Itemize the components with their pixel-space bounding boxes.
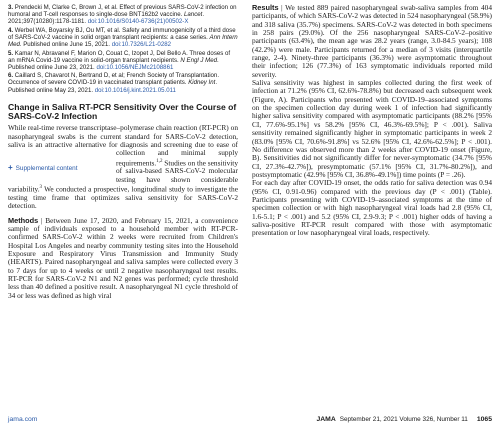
results-paragraph-2: Saliva sensitivity was highest in samples collected during the first week of infection at 71.2% (95% CI, 62.6%-78.8%) but decreased each subsequent week (Figure, A). Participants who presented with COVID-19–associated symptoms on the specimen collection day during week 1 of infection had significantly higher saliva sensitivity compared with asymptomatic participants (88.2% [95% CI, 77.6%-95.1%] vs 58.2% [95% CI, 46.3%-69.5%]; P < .001). Saliva sensitivity remained significantly higher in symptomatic participants in week 2 (83.0% [95% CI, 70.6%-91.8%] vs 52.6% [95% CI, 42.6%-62.5%]; P < .001). No difference was observed more than 2 weeks after COVID-19 onset (Figure, B). Sensitivities did not significantly differ for never-symptomatic (34.7% [95% CI, 27.3%-42.7%]), presymptomatic (57.1% [95% CI, 31.7%-80.2%]), and postsymptomatic (42.9% [95% CI, 36.8%-49.1%]) time points (P = .26).	[252, 78, 492, 179]
intro-text-a2: collection and minimal supply requirements.	[116, 148, 238, 168]
footer-url-link[interactable]: jama.com	[8, 416, 38, 423]
reference-details: . 2021;397(10280):1178-1181.	[8, 11, 205, 26]
plus-icon: +	[8, 163, 13, 173]
methods-text: | Between June 17, 2020, and February 15, 2021, a convenience sample of individuals exposed to a household member with RT-PCR-confirmed SARS-CoV-2 within 2 weeks were recruited from Children's Hospital Los Angeles and nearby community testing sites into the Household Exposure and Respiratory Virus Transmission and Immunity Study (HEARTS). Paired nasopharyngeal and saliva samples were collected every 3 to 7 days for up to 4 weeks or until 2 negative nasopharyngeal test results. RT-PCR for SARS-CoV-2 N1 and N2 genes was performed; cycle threshold less than 40 defined a positive result. A nasopharyngeal N1 cycle threshold of 34 or less was defined as high viral	[8, 215, 238, 300]
intro-text-c: We conducted a prospective, longitudinal study to investigate the testing time frame that optimizes saliva sensitivity for SARS-CoV-2 detection.	[8, 184, 238, 211]
reference-text: Prendecki M, Clarke C, Brown J, et al. Effect of previous SARS-CoV-2 infection on humoral and T-cell responses to single-dose BNT162b2 vaccine.	[8, 4, 237, 19]
reference-number: 5.	[8, 49, 15, 57]
footer-issue: September 21, 2021 Volume 326, Number 11	[339, 416, 468, 423]
reference-item	[8, 72, 238, 93]
citation-superscript: 1,2	[156, 158, 163, 164]
supplemental-content-link[interactable]	[8, 164, 78, 173]
intro-paragraph	[8, 124, 238, 210]
citation-superscript: 3	[39, 185, 43, 191]
reference-item	[8, 50, 238, 71]
methods-label: Methods	[8, 215, 39, 225]
footer-journal: JAMA	[316, 416, 336, 423]
results-label: Results	[252, 3, 279, 12]
intro-text-b: Studies on the sensitivity of saliva-based SARS-CoV-2 molecular testing have shown considerable variability.	[8, 158, 238, 194]
reference-journal: Kidney Int	[188, 79, 216, 87]
page-footer	[8, 416, 492, 423]
reference-number: 6.	[8, 72, 15, 80]
reference-list	[8, 4, 238, 94]
page-number: 1065	[476, 416, 492, 423]
reference-item	[8, 4, 238, 25]
supplemental-label: Supplemental content	[15, 165, 78, 173]
reference-text: Kamar N, Abravanel F, Marion O, Couat C, Izopet J, Del Bello A. Three doses of an mRNA Covid-19 vaccine in solid-organ transplant recipients.	[8, 49, 231, 64]
supplemental-box	[8, 150, 108, 178]
methods-paragraph	[8, 217, 238, 300]
results-text-1: | We tested 889 paired nasopharyngeal swab-saliva samples from 404 participants, of which SARS-CoV-2 was detected in 524 nasopharyngeal (58.9%) and 318 saliva (35.7%) specimens. SARS-CoV-2 was detected in both specimens in 258 pairs (29.0%). Of the 256 nasopharyngeal SARS-CoV-2–positive participants (63.4%), the mean age was 28.2 years (range, 3.0-84.5 years); 108 (42.2%) were male. Participants returned for a median of 3 visits (interquartile range, 2-4). Ninety-three participants (36.3%) were asymptomatic throughout their infection; 126 (77.3%) of 163 symptomatic individuals reported mild severity.	[252, 3, 492, 79]
reference-journal: Ann Intern Med	[8, 33, 238, 48]
reference-doi-link[interactable]: doi:10.1056/NEJMc2108861	[96, 63, 174, 71]
reference-doi-link[interactable]: doi:10.1016/S0140-6736(21)00502-X	[87, 18, 189, 26]
results-paragraph-1	[252, 4, 492, 79]
reference-number: 4.	[8, 26, 15, 34]
reference-text: Werbel WA, Boyarsky BJ, Ou MT, et al. Safety and immunogenicity of a third dose of SARS-CoV-2 vaccine in solid organ transplant recipients: a case series.	[8, 26, 236, 41]
reference-doi-link[interactable]: doi:10.1016/j.kint.2021.05.011	[94, 86, 176, 94]
reference-item	[8, 27, 238, 48]
reference-text: Caillard S, Chavarot N, Bertrand D, et al; French Society of Transplantation. Occurrence of severe COVID-19 in vaccinated transplant patients.	[8, 72, 220, 87]
reference-details: . Published online May 23, 2021.	[8, 79, 218, 94]
left-column	[8, 4, 238, 300]
article-title: Change in Saliva RT-PCR Sensitivity Over the Course of SARS-CoV-2 Infection	[8, 101, 237, 122]
reference-doi-link[interactable]: doi:10.7326/L21-0282	[111, 40, 171, 48]
reference-journal: Lancet	[184, 11, 203, 19]
reference-details: . Published online June 23, 2021.	[8, 56, 219, 71]
results-paragraph-3: For each day after COVID-19 onset, the odds ratio for saliva detection was 0.94 (95% CI, 0.91-0.96) compared with the previous day (P < .001) (Table). Participants presenting with COVID-19–associated symptoms at the time of specimen collection or with high nasopharyngeal viral loads had 2.8 (95% CI, 1.6-5.1; P < .001) and 5.2 (95% CI, 2.9-9.3; P < .001) higher odds of having a saliva-positive RT-PCR result compared with those with asymptomatic presentation or low nasopharyngeal viral loads, respectively.	[252, 178, 492, 238]
footer-right	[316, 416, 492, 423]
reference-number: 3.	[8, 4, 15, 11]
intro-text-a: While real-time reverse transcriptase–polymerase chain reaction (RT-PCR) on nasopharyngeal swabs is the current standard for SARS-CoV-2 detection, saliva is an attractive alternative for diagnosis and screening due to ease of	[8, 123, 238, 149]
reference-details: . Published online June 15, 2021.	[19, 40, 112, 48]
reference-journal: N Engl J Med	[180, 56, 217, 64]
right-column	[252, 4, 492, 238]
